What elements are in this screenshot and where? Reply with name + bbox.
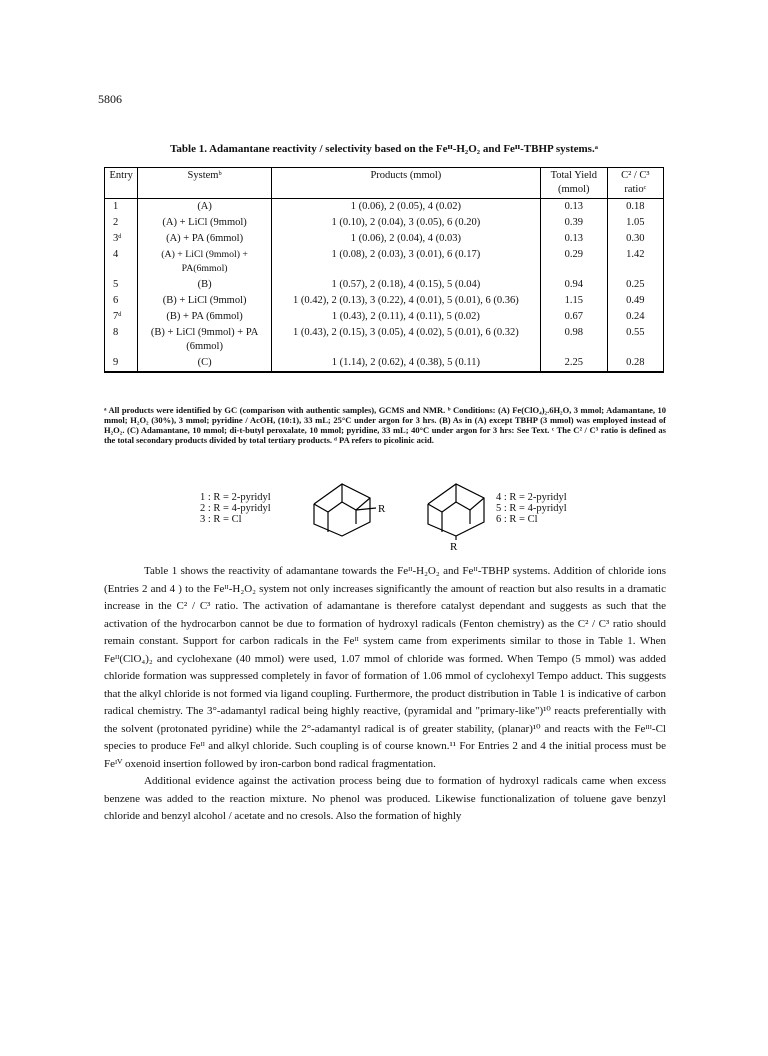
- cell-entry: 6: [105, 293, 138, 309]
- cell-entry: 1: [105, 199, 138, 216]
- cell-entry: 8: [105, 325, 138, 355]
- cell-products: 1 (0.43), 2 (0.11), 4 (0.11), 5 (0.02): [271, 309, 540, 325]
- cell-yield: 0.29: [540, 247, 607, 277]
- table-header-row: [105, 168, 664, 199]
- page-number: 5806: [98, 92, 122, 106]
- cell-products: 1 (0.06), 2 (0.05), 4 (0.02): [271, 199, 540, 216]
- cell-system: (C): [138, 355, 271, 372]
- cell-products: 1 (0.06), 2 (0.04), 4 (0.03): [271, 231, 540, 247]
- cell-entry: 5: [105, 277, 138, 293]
- cell-products: 1 (0.08), 2 (0.03), 3 (0.01), 6 (0.17): [271, 247, 540, 277]
- cell-system: (A) + PA (6mmol): [138, 231, 271, 247]
- r-group-tertiary-label: R: [378, 503, 386, 515]
- compound-label-3: 3 : R = Cl: [200, 514, 242, 525]
- cell-system: (B) + PA (6mmol): [138, 309, 271, 325]
- cell-system: (B): [138, 277, 271, 293]
- adamantane-structures-figure: [200, 478, 620, 552]
- cell-system: (A) + LiCl (9mmol): [138, 215, 271, 231]
- cell-entry: 4: [105, 247, 138, 277]
- cell-yield: 0.67: [540, 309, 607, 325]
- header-ratio: C² / C³ ratioᶜ: [607, 168, 663, 199]
- cell-ratio: 0.28: [607, 355, 663, 372]
- table-row: [105, 215, 664, 231]
- cell-entry: 9: [105, 355, 138, 372]
- cell-ratio: 1.05: [607, 215, 663, 231]
- cell-ratio: 0.30: [607, 231, 663, 247]
- results-table: [104, 167, 664, 373]
- body-text: [104, 563, 666, 826]
- left-structure-labels: [200, 492, 271, 525]
- adamantane-secondary-structure: [422, 478, 502, 552]
- table-caption: Table 1. Adamantane reactivity / selectivity based on the Feᴵᴵ-H₂O₂ and Feᴵᴵ-TBHP systems.ᵃ: [170, 143, 598, 155]
- table-footnotes: ᵃ All products were identified by GC (comparison with authentic samples), GCMS and NMR. ᵇ Conditions: (A) Fe(ClO₄)₂.6H₂O, 3 mmol; Adamantane, 10 mmol; H₂O₂ (30%), 3 mmol; pyridine / AcOH, (10:1), 33 mL; 25°C under argon for 3 hrs. (B) As in (A) except TBHP (3 mmol) was employed instead of H₂O₂. (C) Adamantane, 10 mmol; di-t-butyl peroxalate, 10 mmol; pyridine, 33 mL; 40°C under argon for 3 hrs: See Text. ᶜ The C² / C³ ratio is defined as the total secondary products divided by total tertiary products. ᵈ PA refers to picolinic acid.: [104, 405, 666, 445]
- cell-yield: 0.13: [540, 199, 607, 216]
- compound-label-6: 6 : R = Cl: [496, 514, 538, 525]
- table-row: [105, 355, 664, 372]
- cell-ratio: 0.24: [607, 309, 663, 325]
- cell-ratio: 1.42: [607, 247, 663, 277]
- table-row: [105, 325, 664, 355]
- table-row: [105, 293, 664, 309]
- table-row: [105, 247, 664, 277]
- compound-label-2: 2 : R = 4-pyridyl: [200, 503, 271, 514]
- table-row: [105, 309, 664, 325]
- cell-yield: 1.15: [540, 293, 607, 309]
- cell-yield: 0.94: [540, 277, 607, 293]
- results-table-container: [104, 167, 664, 373]
- cell-system: (A): [138, 199, 271, 216]
- header-total-yield: Total Yield (mmol): [540, 168, 607, 199]
- cell-products: 1 (0.42), 2 (0.13), 3 (0.22), 4 (0.01), 5 (0.01), 6 (0.36): [271, 293, 540, 309]
- cell-yield: 0.13: [540, 231, 607, 247]
- cell-products: 1 (0.43), 2 (0.15), 3 (0.05), 4 (0.02), 5 (0.01), 6 (0.32): [271, 325, 540, 355]
- cell-products: 1 (1.14), 2 (0.62), 4 (0.38), 5 (0.11): [271, 355, 540, 372]
- cell-ratio: 0.25: [607, 277, 663, 293]
- cell-entry: 7ᵈ: [105, 309, 138, 325]
- r-group-secondary-label: R: [450, 541, 458, 552]
- table-row: [105, 277, 664, 293]
- compound-label-4: 4 : R = 2-pyridyl: [496, 492, 567, 503]
- cell-yield: 0.39: [540, 215, 607, 231]
- header-entry: Entry: [105, 168, 138, 199]
- cell-yield: 0.98: [540, 325, 607, 355]
- cell-system: (A) + LiCl (9mmol) + PA(6mmol): [138, 247, 271, 277]
- body-paragraph-2: Additional evidence against the activation process being due to formation of hydroxyl radicals came when excess benzene was added to the reaction mixture. No phenol was produced. Likewise functionalization of toluene gave benzyl chloride and benzyl alcohol / acetate and no cresols. Also the formation of highly: [104, 775, 666, 822]
- cell-entry: 2: [105, 215, 138, 231]
- compound-label-1: 1 : R = 2-pyridyl: [200, 492, 271, 503]
- right-structure-labels: [496, 492, 567, 525]
- table-row: [105, 231, 664, 247]
- cell-yield: 2.25: [540, 355, 607, 372]
- header-products: Products (mmol): [271, 168, 540, 199]
- cell-system: (B) + LiCl (9mmol) + PA (6mmol): [138, 325, 271, 355]
- cell-system: (B) + LiCl (9mmol): [138, 293, 271, 309]
- header-system: Systemᵇ: [138, 168, 271, 199]
- cell-products: 1 (0.57), 2 (0.18), 4 (0.15), 5 (0.04): [271, 277, 540, 293]
- table-row: [105, 199, 664, 216]
- adamantane-tertiary-structure: [308, 478, 388, 542]
- cell-ratio: 0.49: [607, 293, 663, 309]
- cell-ratio: 0.18: [607, 199, 663, 216]
- body-paragraph-1: Table 1 shows the reactivity of adamantane towards the Feᴵᴵ-H₂O₂ and Feᴵᴵ-TBHP systems. Addition of chloride ions (Entries 2 and 4 ) to the Feᴵᴵ-H₂O₂ system not only increases significantly the amount of reaction but also results in a dramatic increase in the C² / C³ ratio. The activation of adamantane is therefore catalyst dependant and suggests as such that the activation of the hydrocarbon cannot be due to formation of hydroxyl radicals (Fenton chemistry) as the C² / C³ ratio should remain constant. Support for carbon radicals in the Feᴵᴵ system came from experiments similar to those in Table 1. When Feᴵᴵ(ClO₄)₂ and cyclohexane (40 mmol) were used, 1.07 mmol of chloride was formed. When Tempo (5 mmol) was added chloride formation was suppressed completely in favor of formation of 1.06 mmol of cyclohexyl Tempo adduct. This suggests that the alkyl chloride is not formed via ligand coupling. Furthermore, the product distribution in Table 1 is indicative of carbon radical chemistry. The 3°-adamantyl radical being highly reactive, (pyramidal and "primary-like")¹⁰ reacts preferentially with the solvent (protonated pyridine) while the 2°-adamantyl radical is of greater stability, (planar)¹⁰ and reacts with the Feᴵᴵᴵ-Cl species to produce Feᴵᴵ and alkyl chloride. Such coupling is of course known.¹¹ For Entries 2 and 4 the initial process must be Feᴵⱽ oxenoid insertion followed by iron-carbon bond radical fragmentation.: [104, 565, 666, 770]
- cell-products: 1 (0.10), 2 (0.04), 3 (0.05), 6 (0.20): [271, 215, 540, 231]
- compound-label-5: 5 : R = 4-pyridyl: [496, 503, 567, 514]
- cell-entry: 3ᵈ: [105, 231, 138, 247]
- cell-ratio: 0.55: [607, 325, 663, 355]
